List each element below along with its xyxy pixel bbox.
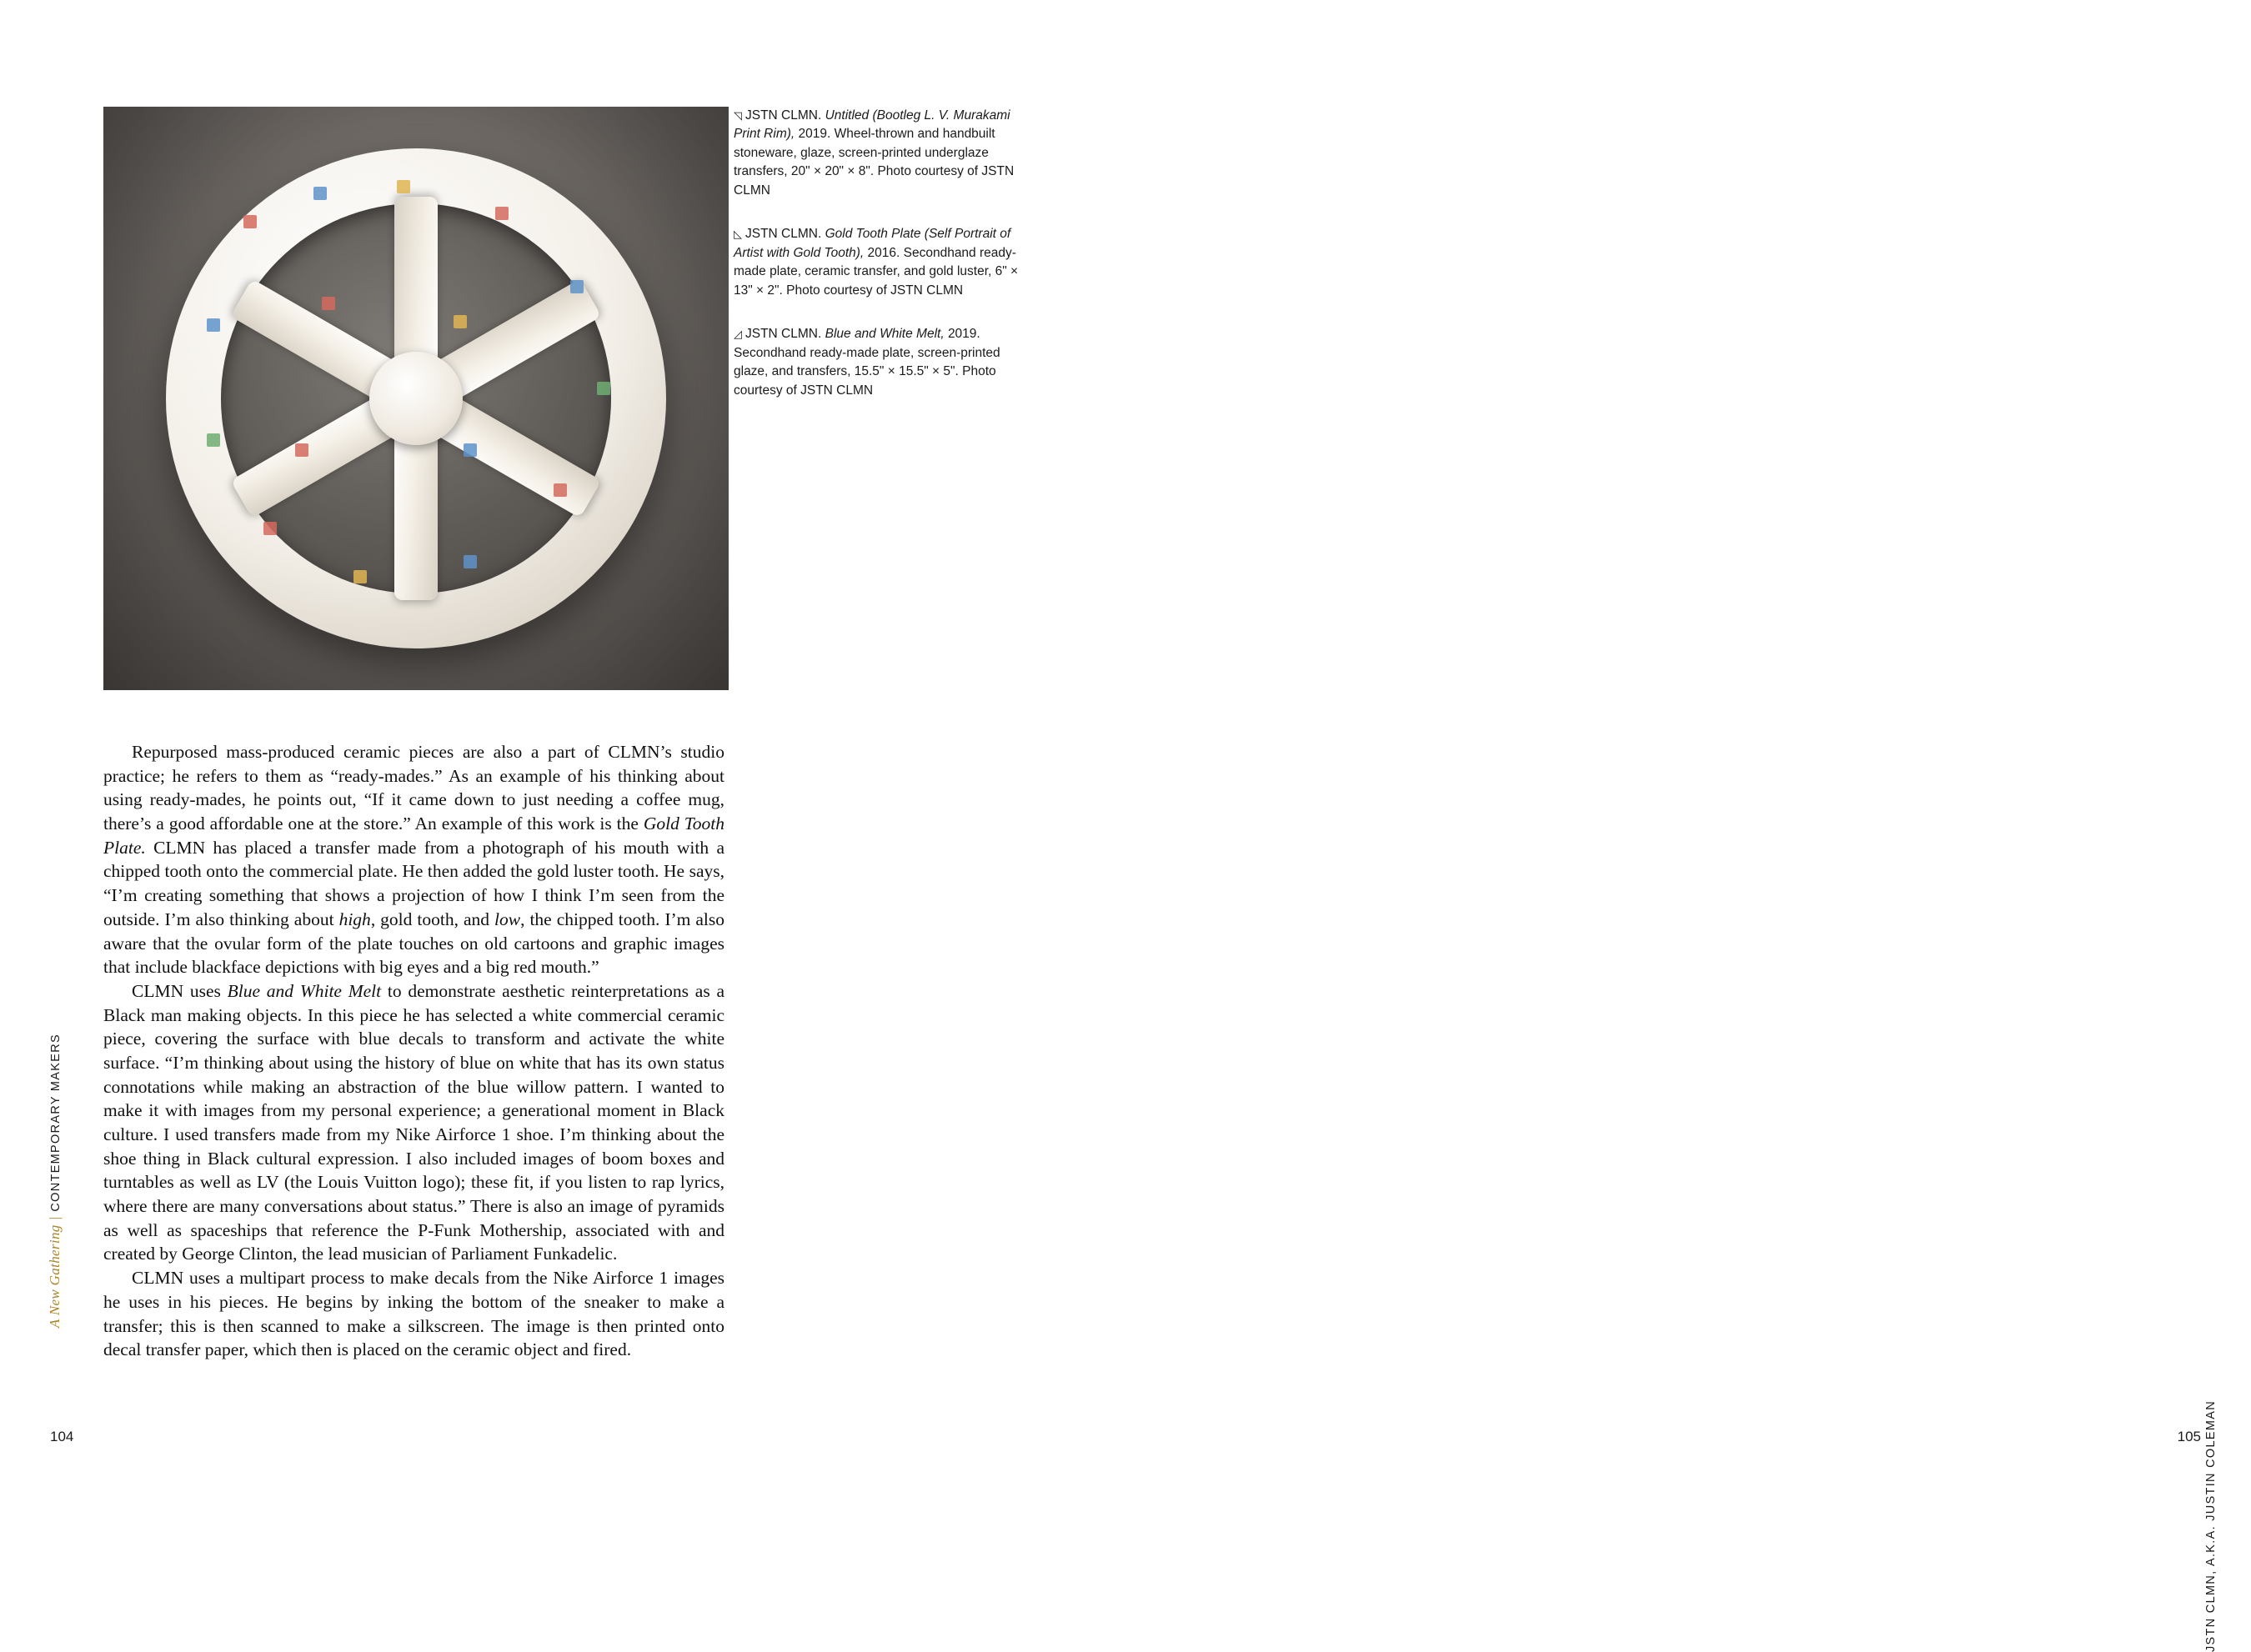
monogram-motif — [397, 180, 410, 193]
body-run: CLMN has placed a transfer made from a photograph of his mouth with a chipped tooth onto the commercial plate. He then added the gold luster tooth. He says, “I’m creating something that shows a projection of how I think I’m seen from the outside. I’m also thinking about — [103, 837, 724, 929]
monogram-motif — [295, 443, 308, 457]
monogram-motif — [464, 443, 477, 457]
right-page — [1126, 0, 2251, 1652]
monogram-motif — [464, 555, 477, 568]
body-paragraph — [103, 1266, 724, 1362]
caption-work-title: Gold Tooth Plate (Self Portrait of Artist with Gold Tooth), — [734, 227, 1011, 260]
work-title-italic: high — [338, 909, 371, 929]
figure-marker-icon: ◿ — [734, 328, 742, 342]
left-page — [0, 0, 1126, 1500]
body-paragraph — [103, 740, 724, 979]
monogram-motif — [322, 297, 335, 310]
body-run: , the chipped tooth. I’m also aware that the ovular form of the plate touches on old cartoons and graphic images that include blackface depictions with big eyes and a big red mouth.” — [103, 909, 725, 978]
monogram-motif — [263, 522, 277, 535]
body-run: to demonstrate aesthetic reinterpretations as a Black man making objects. In this piece he has selected a white commercial ceramic piece, covering the surface with blue decals to transform and activate the white surface. “I’m thinking about using the history of blue on white that has its own status connotations while making an abstraction of the blue willow pattern. I wanted to make it with images from my personal experience; a generational moment in Black culture. I used transfers made from my Nike Airforce 1 shoe. I’m thinking about the shoe thing in Black cultural expression. I also included images of boom boxes and turntables as well as LV (the Louis Vuitton logo); these fit, if you listen to rap lyrics, where there are many conversations about status.” There is also an image of pyramids as well as spaceships that reference the P-Funk Mothership, associated with and created by George Clinton, the lead musician of Parliament Funkadelic. — [103, 980, 724, 1264]
figure-captions — [734, 107, 1025, 425]
caption-gold-tooth-plate — [734, 225, 1025, 300]
caption-work-title: Blue and White Melt, — [825, 327, 945, 342]
caption-artist: JSTN CLMN. — [745, 327, 822, 342]
monogram-motif — [353, 570, 367, 583]
running-head-right: JSTN CLMN, A.K.A. JUSTIN COLEMAN — [2204, 1400, 2218, 1652]
monogram-motif — [570, 280, 584, 293]
monogram-motif — [454, 315, 467, 328]
monogram-motif — [313, 187, 327, 200]
caption-artist: JSTN CLMN. — [745, 108, 822, 123]
caption-blue-and-white-melt — [734, 325, 1025, 400]
bootleg-print-rim-photo — [103, 107, 729, 690]
running-head-separator: | — [47, 1216, 63, 1220]
caption-bootleg-rim — [734, 107, 1025, 200]
caption-work-title: Untitled (Bootleg L. V. Murakami Print Rim), — [734, 108, 1010, 142]
caption-details: 2019. Secondhand ready-made plate, screen-printed glaze, and transfers, 15.5" × 15.5" × 5". Photo courtesy of JSTN CLMN — [734, 327, 1000, 398]
caption-artist: JSTN CLMN. — [745, 227, 822, 242]
rim-hub — [369, 352, 463, 445]
body-run: CLMN uses a multipart process to make decals from the Nike Airforce 1 images he uses in his pieces. He begins by inking the bottom of the sneaker to make a transfer; this is then scanned to make a silkscreen. The image is then printed onto decal transfer paper, which then is placed on the ceramic object and fired. — [103, 1268, 724, 1360]
work-title-italic: Gold Tooth Plate. — [103, 813, 724, 858]
page-number-left: 104 — [50, 1429, 74, 1444]
monogram-motif — [554, 483, 567, 497]
monogram-motif — [597, 382, 610, 395]
running-head-left — [47, 1034, 63, 1328]
body-paragraph — [103, 979, 724, 1266]
figure-marker-icon: ◺ — [734, 228, 742, 242]
caption-details: 2016. Secondhand ready-made plate, ceramic transfer, and gold luster, 6" × 13" × 2". Photo courtesy of JSTN CLMN — [734, 245, 1019, 298]
running-head-section: CONTEMPORARY MAKERS — [49, 1034, 63, 1212]
monogram-motif — [495, 207, 509, 220]
running-head-book-title: A New Gathering — [47, 1224, 63, 1329]
work-title-italic: low — [494, 909, 521, 929]
body-run: , gold tooth, and — [370, 909, 495, 929]
page-number-right: 105 — [2177, 1429, 2201, 1444]
monogram-motif — [243, 215, 257, 228]
figure-marker-icon: ◹ — [734, 110, 742, 123]
monogram-motif — [207, 318, 220, 332]
body-run: Repurposed mass-produced ceramic pieces are also a part of CLMN’s studio practice; he refers to them as “ready-mades.” As an example of his thinking about using ready-mades, he points out, “If it came down to just needing a coffee mug, there’s a good affordable one at the store.” An example of this work is the — [103, 742, 724, 834]
body-run: CLMN uses — [132, 980, 228, 1001]
work-title-italic: Blue and White Melt — [227, 980, 382, 1001]
body-text — [103, 740, 724, 1362]
monogram-motif — [207, 433, 220, 447]
caption-details: 2019. Wheel-thrown and handbuilt stoneware, glaze, screen-printed underglaze transfers, 20" × 20" × 8". Photo courtesy of JSTN CLMN — [734, 127, 1015, 198]
